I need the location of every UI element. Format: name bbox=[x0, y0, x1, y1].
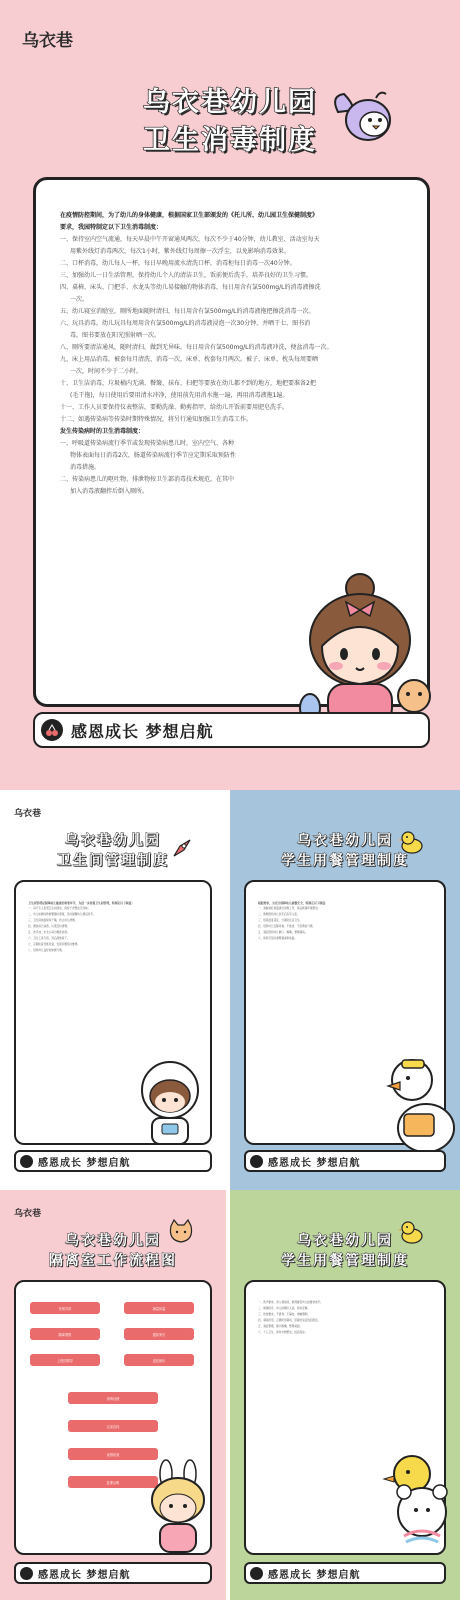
rule-line: 五、洗手池、水龙头每日擦洗消毒。 bbox=[28, 931, 70, 935]
rule-line: 二、教师组织幼儿洗手后有序入座。 bbox=[258, 913, 300, 917]
cat-icon bbox=[168, 1220, 194, 1244]
duck-bear-mascot-icon bbox=[378, 1452, 458, 1562]
slogan-bar bbox=[14, 1150, 212, 1172]
rule-line: 三、加强幼儿一日生活管理，保持幼儿个人的清洁卫生，饭前便后洗手，培养良好的卫生习惯。 bbox=[60, 272, 313, 279]
slogan-text: 感恩成长 梦想启航 bbox=[268, 1157, 361, 1169]
flow-step: 隔离观察 bbox=[30, 1328, 100, 1340]
flow-step: 记录存档 bbox=[68, 1420, 158, 1432]
rule-line: 二、幼儿如厕时教师要随时观察，及时提醒幼儿便后洗手。 bbox=[28, 913, 96, 917]
rule-line: 一、洗手要求，进入餐室前，教师督促幼儿按要求洗手。 bbox=[258, 1301, 323, 1304]
rule-line: 加入消毒液翻拌后倒入厕所。 bbox=[70, 488, 149, 495]
rule-line: 消毒措施。 bbox=[70, 464, 101, 471]
title-line-2: 卫生间管理制度 bbox=[57, 853, 169, 869]
rule-line: 五、幼儿寝室消励室，厕所地面随时清扫，每日用含有氯500mg/L的消毒液拖把擦洗消毒一次。 bbox=[60, 308, 315, 315]
rule-line: 四、便池每日消毒，垃圾及时清理。 bbox=[28, 925, 70, 929]
poster-dining-green bbox=[230, 1190, 460, 1600]
rule-line: 毒，图书要放在阳光照射晒一次。 bbox=[70, 332, 161, 339]
rule-line: 四、桌椅、床头、门把手、水龙头等幼儿易接触的物体消毒，每日用含有氯500mg/L的消毒液擦洗 bbox=[60, 284, 321, 291]
rule-line: 二、传染病患儿的呕吐物、排泄物按卫生部消毒技术规范，在其中 bbox=[60, 476, 235, 483]
rocket-icon bbox=[170, 836, 194, 860]
rule-line: 七、定期检查设施设备，发现问题及时维修。 bbox=[28, 943, 80, 947]
title-line-2: 学生用餐管理制度 bbox=[281, 1253, 409, 1269]
rule-line: 用紫外线灯消毒两次，每次1小时，紫外线灯每周擦一次浮尘，以免影响消毒效果。 bbox=[70, 248, 290, 255]
rule-line: 六、个人卫生，保持衣物整洁，饭后散步。 bbox=[258, 1330, 308, 1334]
flow-step: 送医就诊 bbox=[124, 1354, 194, 1366]
rule-line: 八、培养幼儿良好的如厕习惯。 bbox=[28, 949, 65, 953]
slogan-text: 感恩成长 梦想启航 bbox=[71, 721, 214, 741]
flow-step: 返园检查 bbox=[68, 1448, 158, 1460]
poster-restroom bbox=[0, 790, 226, 1190]
flow-step: 复课证明 bbox=[68, 1476, 158, 1488]
rule-line: 一、呼吸道传染病流行季节或发现传染病患儿时，室内空气、各种 bbox=[60, 440, 235, 447]
duck-icon bbox=[398, 830, 424, 854]
flow-step: 发现异常 bbox=[30, 1302, 100, 1314]
cherry-icon bbox=[250, 1155, 263, 1168]
cherry-icon bbox=[41, 719, 63, 741]
cherry-icon bbox=[20, 1155, 33, 1168]
bunny-girl-mascot-icon bbox=[138, 1460, 218, 1560]
poster-isolation-flow bbox=[0, 1190, 226, 1600]
rule-line: 一、保持室内空气流通，每天早晨中午开窗通风两次，每次不少于40分钟，幼儿教室、活动室每天 bbox=[60, 236, 320, 243]
rule-line: 在疫情防控期间，为了幼儿的身体健康，根据国家卫生部颁发的《托儿所、幼儿园卫生保健制度》 bbox=[60, 212, 319, 219]
slogan-bar bbox=[244, 1562, 446, 1584]
title-line-2: 隔离室工作流程图 bbox=[49, 1253, 177, 1269]
rule-line: 三、卫生间地面保持干燥，防止幼儿滑倒。 bbox=[28, 919, 78, 923]
rule-line: 一次，时间不少于二小时。 bbox=[70, 368, 143, 375]
rule-line: 五、餐后组织幼儿漱口、擦嘴，整理餐具。 bbox=[258, 931, 308, 935]
rule-line: 二、口杯消毒，幼儿每人一杯，每日早晚用流水清洗口杯，消毒柜每日消毒一次40分钟。 bbox=[60, 260, 296, 267]
title-line-1: 乌衣巷幼儿园 bbox=[65, 1233, 161, 1249]
rule-line: 九、床上用品消毒，被套每月清洗、消毒一次，床单、枕套每月两次。被子、床单、枕头每周要晒 bbox=[60, 356, 319, 363]
astronaut-mascot-icon bbox=[130, 1058, 210, 1148]
slogan-bar bbox=[14, 1562, 212, 1584]
rule-line: (毛干拖)，每日使用后要用清水冲净，使用前先用消水拖一遍，再用消毒液拖1遍。 bbox=[70, 392, 289, 399]
rule-line: 二、就餐秩序，幼儿按顺序入座，保持安静。 bbox=[258, 1306, 310, 1310]
rule-line: 六、玩具消毒，幼儿玩具每周用含有氯500mg/L的消毒液浸泡一次30分钟，并晒干七、图书消 bbox=[60, 320, 311, 327]
brand-logo: 乌衣巷 bbox=[22, 31, 73, 51]
rule-line: 五、餐后整理，漱口擦嘴，整理桌面。 bbox=[258, 1324, 303, 1328]
rule-line: 发生传染病时的卫生消毒制度： bbox=[60, 428, 145, 435]
rule-line: 一、餐前做好桌面清洁消毒工作，保证就餐环境整洁。 bbox=[258, 907, 321, 911]
rule-line: 卫生间管理是保障幼儿健康的重要环节，为进一步加强卫生间管理，特制定以下制度： bbox=[28, 901, 135, 905]
title-line-2: 学生用餐管理制度 bbox=[281, 853, 409, 869]
rule-line: 根据要求，为充分保障幼儿就餐安全，特制定以下制度： bbox=[258, 901, 328, 905]
rule-line: 要求，我园特制定以下卫生消毒制度： bbox=[60, 224, 163, 231]
bird-mascot-icon bbox=[330, 82, 400, 152]
slogan-text: 感恩成长 梦想启航 bbox=[268, 1569, 361, 1581]
rule-line: 一次。 bbox=[70, 296, 89, 303]
flow-step: 消毒处理 bbox=[68, 1392, 158, 1404]
rule-line: 三、饮食要求，不挑食、不偏食，细嚼慢咽。 bbox=[258, 1312, 310, 1316]
rule-line: 十二、如遇传染病等传染时期特殊情况，将另行通知加强卫生消毒工作。 bbox=[60, 416, 253, 423]
title-line-1: 乌衣巷幼儿园 bbox=[297, 1233, 393, 1249]
duck-icon bbox=[398, 1220, 424, 1244]
rule-line: 物体表面每日消毒2次，肠道传染病流行季节应定期采取预防性 bbox=[70, 452, 236, 459]
title-line-2: 卫生消毒制度 bbox=[143, 125, 317, 156]
cherry-icon bbox=[20, 1567, 33, 1580]
rule-line: 六、保育员及时清理餐桌和地面。 bbox=[258, 937, 297, 941]
poster-dining-blue bbox=[230, 790, 460, 1190]
title-line-1: 乌衣巷幼儿园 bbox=[297, 833, 393, 849]
slogan-bar bbox=[33, 712, 430, 748]
flow-step: 测量体温 bbox=[124, 1302, 194, 1314]
title-line-1: 乌衣巷幼儿园 bbox=[143, 87, 317, 118]
brand-logo: 乌衣巷 bbox=[14, 809, 42, 819]
flow-step: 上报园领导 bbox=[30, 1354, 100, 1366]
goose-mascot-icon bbox=[380, 1052, 460, 1162]
rule-line: 四、培养幼儿安静进餐、不挑食、不浪费的习惯。 bbox=[258, 925, 316, 929]
rule-line: 六、卫生工具专用，用后清洗晾干。 bbox=[28, 937, 70, 941]
title-line-1: 乌衣巷幼儿园 bbox=[65, 833, 161, 849]
brand-logo: 乌衣巷 bbox=[14, 1209, 42, 1219]
rule-line: 四、餐具使用，正确使用餐具，用餐结束后放回原处。 bbox=[258, 1318, 321, 1322]
rule-line: 一、每天专人负责卫生间清洁，保持干净整洁无异味。 bbox=[28, 907, 91, 911]
rule-line: 八、厕所要清洁通风，随时清扫，做到无异味，每日用含有氯500mg/L的消毒液冲洗，便盆消毒一次。 bbox=[60, 344, 333, 351]
main-poster bbox=[0, 0, 460, 790]
flow-step: 通知家长 bbox=[124, 1328, 194, 1340]
rule-line: 三、饭菜温度适宜，分餐时注意卫生。 bbox=[258, 919, 303, 923]
rule-line: 十一、工作人员要保持仪表整洁，要勤洗澡、勤剪指甲，给幼儿开饭前要用肥皂洗手。 bbox=[60, 404, 289, 411]
slogan-text: 感恩成长 梦想启航 bbox=[38, 1569, 131, 1581]
cherry-icon bbox=[250, 1567, 263, 1580]
slogan-bar bbox=[244, 1150, 446, 1172]
rule-line: 十、卫生洁消毒，垃圾桶内无满、餐簸、抹布、扫把等要放在幼儿都不到的地方，地把要准备2把 bbox=[60, 380, 316, 387]
slogan-text: 感恩成长 梦想启航 bbox=[38, 1157, 131, 1169]
